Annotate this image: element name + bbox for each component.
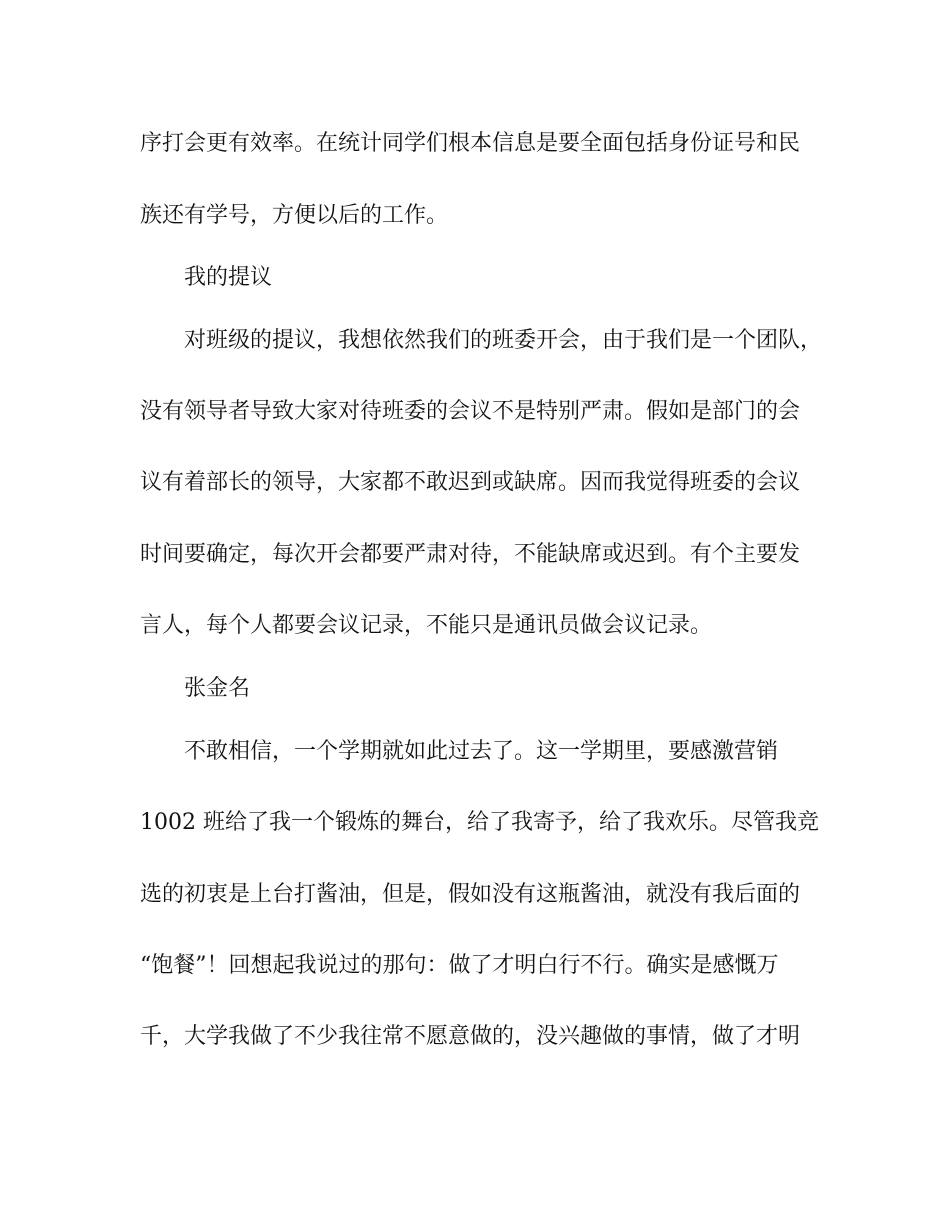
body-text-line: 族还有学号，方便以后的工作。: [140, 203, 449, 228]
section-heading-my-proposal: 我的提议: [184, 265, 273, 290]
body-text-line: 对班级的提议，我想依然我们的班委开会，由于我们是一个团队，: [184, 328, 823, 353]
body-text-line: 1002 班给了我一个锻炼的舞台，给了我寄予，给了我欢乐。尽管我竞: [140, 810, 819, 835]
body-text-line: 议有着部长的领导，大家都不敢迟到或缺席。因而我觉得班委的会议: [140, 470, 801, 495]
body-text-line: 选的初衷是上台打酱油，但是，假如没有这瓶酱油，就没有我后面的: [140, 882, 801, 907]
section-heading-author-name: 张金名: [184, 676, 251, 701]
body-text-line: 序打会更有效率。在统计同学们根本信息是要全面包括身份证号和民: [140, 131, 801, 156]
body-text-line: 没有领导者导致大家对待班委的会议不是特别严肃。假如是部门的会: [140, 399, 801, 424]
body-text-line: 千，大学我做了不少我往常不愿意做的，没兴趣做的事情，做了才明: [140, 1024, 801, 1049]
body-text-line: 不敢相信，一个学期就如此过去了。这一学期里，要感激营销: [184, 739, 779, 764]
body-text-line: 时间要确定，每次开会都要严肃对待，不能缺席或迟到。有个主要发: [140, 542, 801, 567]
body-text-line: 言人，每个人都要会议记录，不能只是通讯员做会议记录。: [140, 613, 713, 638]
body-text-line: “饱餐”！回想起我说过的那句：做了才明白行不行。确实是感慨万: [140, 953, 779, 978]
